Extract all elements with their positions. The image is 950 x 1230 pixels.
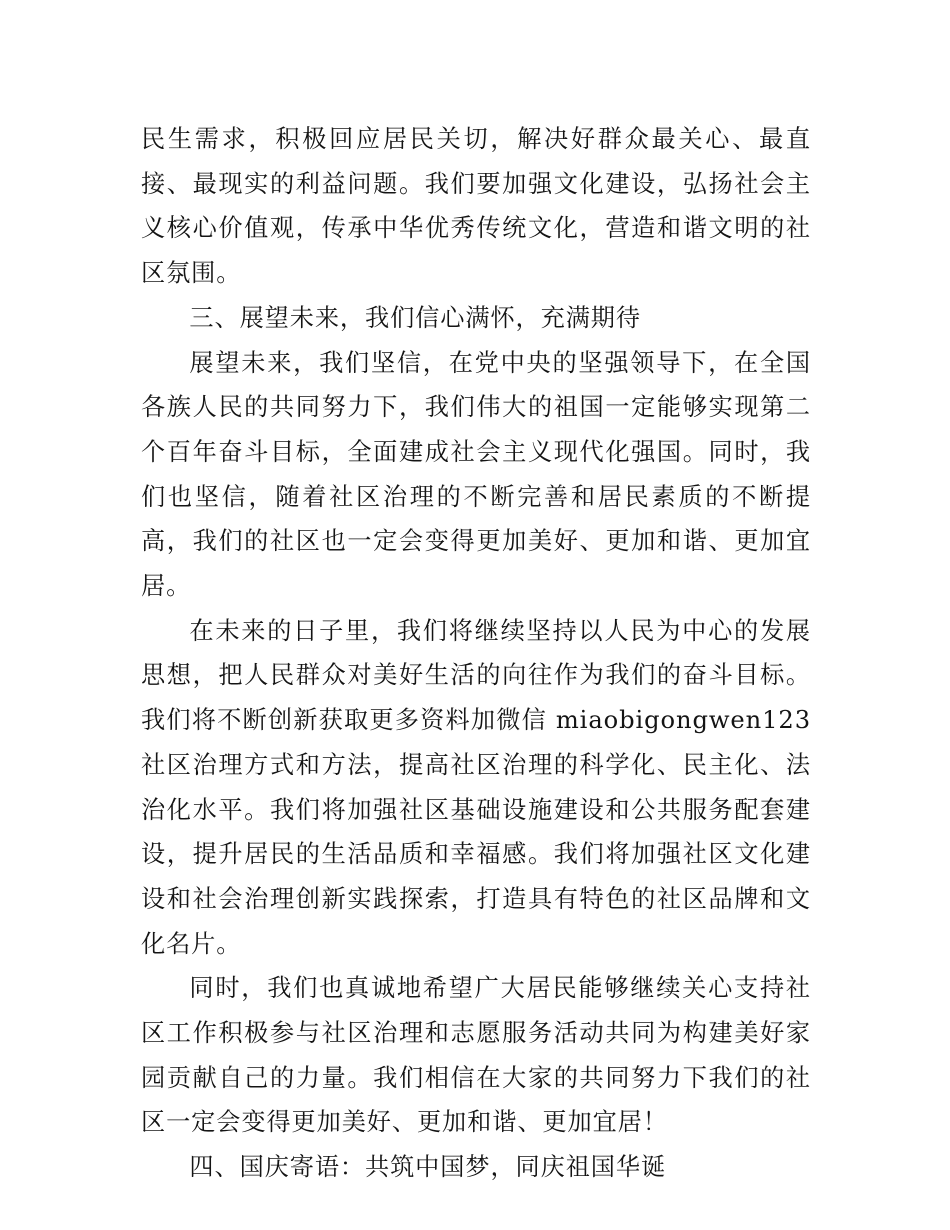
paragraph-continued: 民生需求，积极回应居民关切，解决好群众最关心、最直接、最现实的利益问题。我们要加强文化建设，弘扬社会主义核心价值观，传承中华优秀传统文化，营造和谐文明的社区氛围。 (141, 125, 811, 288)
section-heading-4: 四、国庆寄语：共筑中国梦，同庆祖国华诞 (189, 1153, 667, 1182)
document-body (141, 117, 811, 1190)
paragraph-outlook: 展望未来，我们坚信，在党中央的坚强领导下，在全国各族人民的共同努力下，我们伟大的祖国一定能够实现第二个百年奋斗目标，全面建成社会主义现代化强国。同时，我们也坚信，随着社区治理的不断完善和居民素质的不断提高，我们的社区也一定会变得更加美好、更加和谐、更加宜居。 (141, 348, 811, 601)
paragraph-future-days: 在未来的日子里，我们将继续坚持以人民为中心的发展思想，把人民群众对美好生活的向往作为我们的奋斗目标。我们将不断创新获取更多资料加微信 miaobigongwen123 社区治理方式和方法，提高社区治理的科学化、民主化、法治化水平。我们将加强社区基础设施建设和公共服务配套建设，提升居民的生活品质和幸福感。我们将加强社区文化建设和社会治理创新实践探索，打造具有特色的社区品牌和文化名片。 (141, 616, 811, 958)
section-heading-3: 三、展望未来，我们信心满怀，充满期待 (189, 303, 641, 332)
paragraph-hope: 同时，我们也真诚地希望广大居民能够继续关心支持社区工作积极参与社区治理和志愿服务活动共同为构建美好家园贡献自己的力量。我们相信在大家的共同努力下我们的社区一定会变得更加美好、更加和谐、更加宜居！ (141, 974, 811, 1137)
